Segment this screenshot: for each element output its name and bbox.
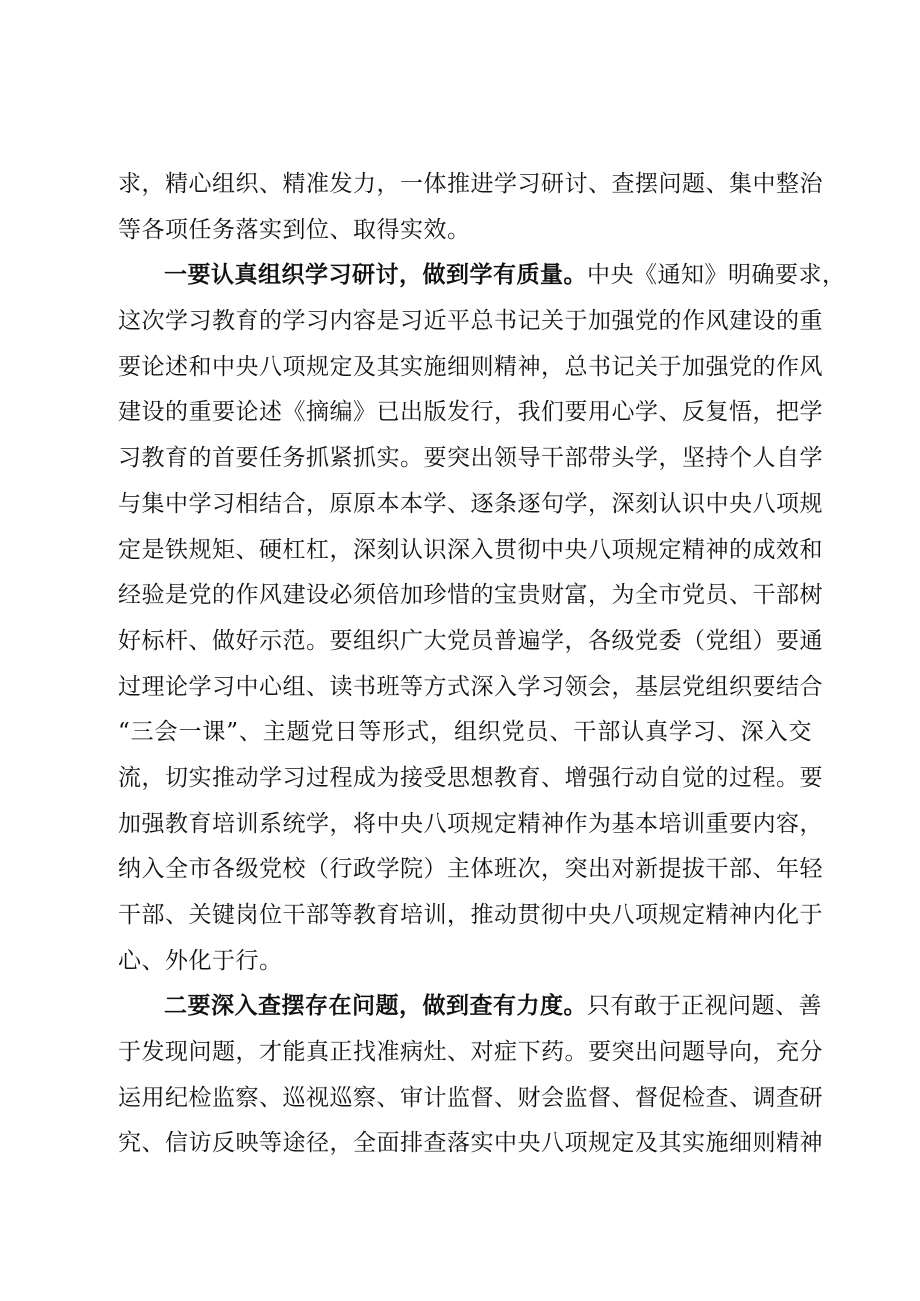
text-line: 好标杆、做好示范。要组织广大党员普遍学，各级党委（党组）要通: [118, 627, 823, 654]
text-line: 于发现问题，才能真正找准病灶、对症下药。要突出问题导向，充分: [118, 1039, 823, 1066]
text-line: 等各项任务落实到位、取得实效。: [118, 216, 471, 243]
paragraph-first-line: [118, 984, 822, 1030]
text-line: 求，精心组织、精准发力，一体推进学习研讨、查摆问题、集中整治: [118, 171, 823, 197]
text-run: 中央《通知》明确要求，: [587, 262, 846, 289]
text-line: 这次学习教育的学习内容是习近平总书记关于加强党的作风建设的重: [118, 308, 823, 335]
document-body: [118, 162, 846, 1167]
text-line: 干部、关键岗位干部等教育培训，推动贯彻中央八项规定精神内化于: [118, 902, 823, 928]
text-line: “三会一课”、主题党日等形式，组织党员、干部认真学习、深入交: [118, 719, 812, 746]
text-line: 定是铁规矩、硬杠杠，深刻认识深入贯彻中央八项规定精神的成效和: [118, 536, 823, 563]
text-line: 过理论学习中心组、读书班等方式深入学习领会，基层党组织要结合: [118, 673, 823, 700]
text-line: 究、信访反映等途径，全面排查落实中央八项规定及其实施细则精神: [118, 1130, 823, 1157]
text-line: 心、外化于行。: [118, 947, 283, 974]
text-line: 习教育的首要任务抓紧抓实。要突出领导干部带头学，坚持个人自学: [118, 445, 823, 472]
text-line: 经验是党的作风建设必须倍加珍惜的宝贵财富，为全市党员、干部树: [118, 582, 823, 609]
text-line: 纳入全市各级党校（行政学院）主体班次，突出对新提拔干部、年轻: [118, 856, 823, 883]
section-heading: 二要深入查摆存在问题，做到查有力度。: [164, 993, 587, 1020]
text-line: 与集中学习相结合，原原本本学、逐条逐句学，深刻认识中央八项规: [118, 490, 823, 517]
paragraph-first-line: [118, 253, 846, 299]
text-line: 加强教育培训系统学，将中央八项规定精神作为基本培训重要内容，: [118, 810, 823, 837]
text-line: 流，切实推动学习过程成为接受思想教育、增强行动自觉的过程。要: [118, 764, 823, 791]
text-run: 只有敢于正视问题、善: [587, 993, 822, 1020]
text-line: 要论述和中央八项规定及其实施细则精神，总书记关于加强党的作风: [118, 353, 823, 380]
text-line: 运用纪检监察、巡视巡察、审计监督、财会监督、督促检查、调查研: [118, 1084, 823, 1111]
text-line: 建设的重要论述《摘编》已出版发行，我们要用心学、反复悟，把学: [118, 399, 823, 426]
section-heading: 一要认真组织学习研讨，做到学有质量。: [164, 262, 587, 289]
